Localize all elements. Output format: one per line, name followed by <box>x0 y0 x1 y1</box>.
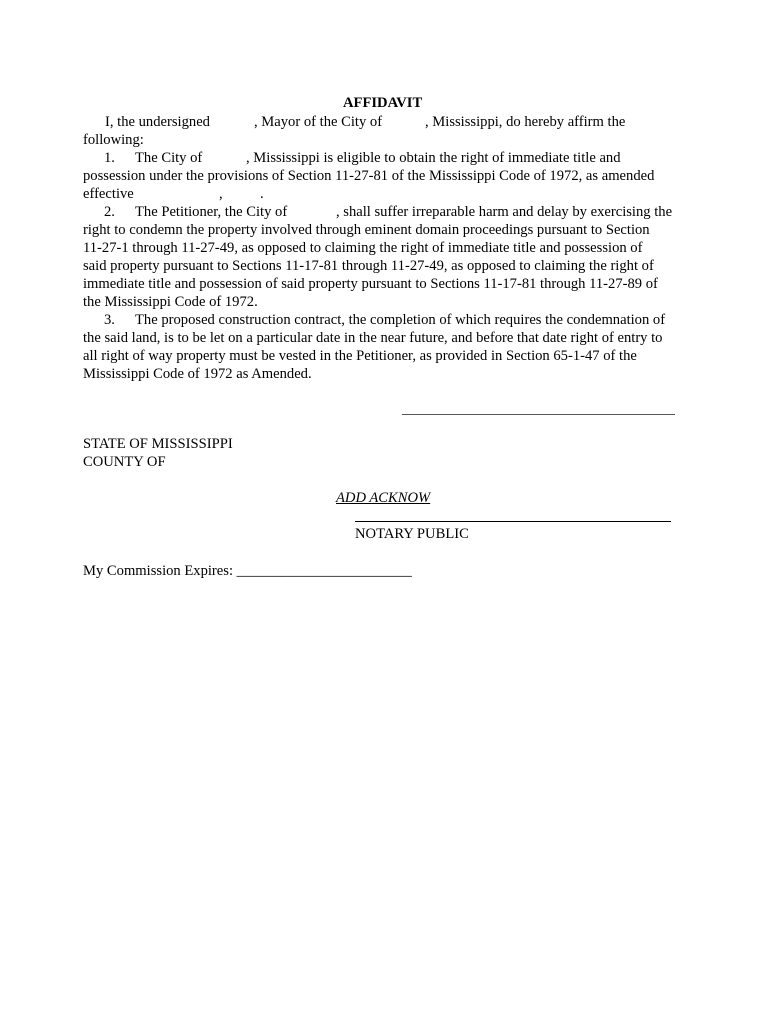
intro-text-a: I, the undersigned <box>105 114 210 130</box>
item-3-text-line1: The proposed construction contract, the completion of which requires the condemnation of <box>135 312 666 328</box>
item-1-text-a: The City of <box>135 150 203 166</box>
acknowledgment-placeholder: ADD ACKNOW <box>336 490 431 506</box>
notary-signature-line <box>355 521 671 522</box>
item-1-text-b: , Mississippi is eligible to obtain the right of immediate title and <box>246 150 621 166</box>
venue-county: COUNTY OF <box>83 454 166 470</box>
item-1-text-line3-c: . <box>260 186 264 202</box>
venue-state: STATE OF MISSISSIPPI <box>83 436 233 452</box>
item-3-text-line: all right of way property must be vested in the Petitioner, as provided in Section 65-1-47 of the <box>83 348 637 364</box>
notary-label: NOTARY PUBLIC <box>355 526 469 542</box>
item-1-number: 1. <box>104 150 115 166</box>
intro-text-line2: following: <box>83 132 144 148</box>
commission-expires: My Commission Expires: ________________________ <box>83 563 412 579</box>
item-3-text-line: the said land, is to be let on a particular date in the near future, and before that date right of entry to <box>83 330 663 346</box>
document-title: AFFIDAVIT <box>343 95 423 111</box>
item-2-text-a: The Petitioner, the City of <box>135 204 288 220</box>
intro-text-c: , Mississippi, do hereby affirm the <box>425 114 626 130</box>
signature-line <box>402 414 675 415</box>
item-3-text-line: Mississippi Code of 1972 as Amended. <box>83 366 312 382</box>
intro-text-b: , Mayor of the City of <box>254 114 383 130</box>
item-1-text-line3-a: effective <box>83 186 134 202</box>
item-2-text-b: , shall suffer irreparable harm and delay by exercising the <box>336 204 673 220</box>
item-2-text-line: immediate title and possession of said property pursuant to Sections 11-17-81 through 11-27-89 of <box>83 276 658 292</box>
item-2-text-line: said property pursuant to Sections 11-17-81 through 11-27-49, as opposed to claiming the right of <box>83 258 654 274</box>
item-3-number: 3. <box>104 312 115 328</box>
item-2-number: 2. <box>104 204 115 220</box>
item-1-text-line2: possession under the provisions of Section 11-27-81 of the Mississippi Code of 1972, as amended <box>83 168 655 184</box>
item-2-text-line: the Mississippi Code of 1972. <box>83 294 258 310</box>
item-2-text-line: 11-27-1 through 11-27-49, as opposed to claiming the right of immediate title and possession of <box>83 240 643 256</box>
item-2-text-line: right to condemn the property involved through eminent domain proceedings pursuant to Section <box>83 222 650 238</box>
item-1-text-line3-b: , <box>219 186 223 202</box>
